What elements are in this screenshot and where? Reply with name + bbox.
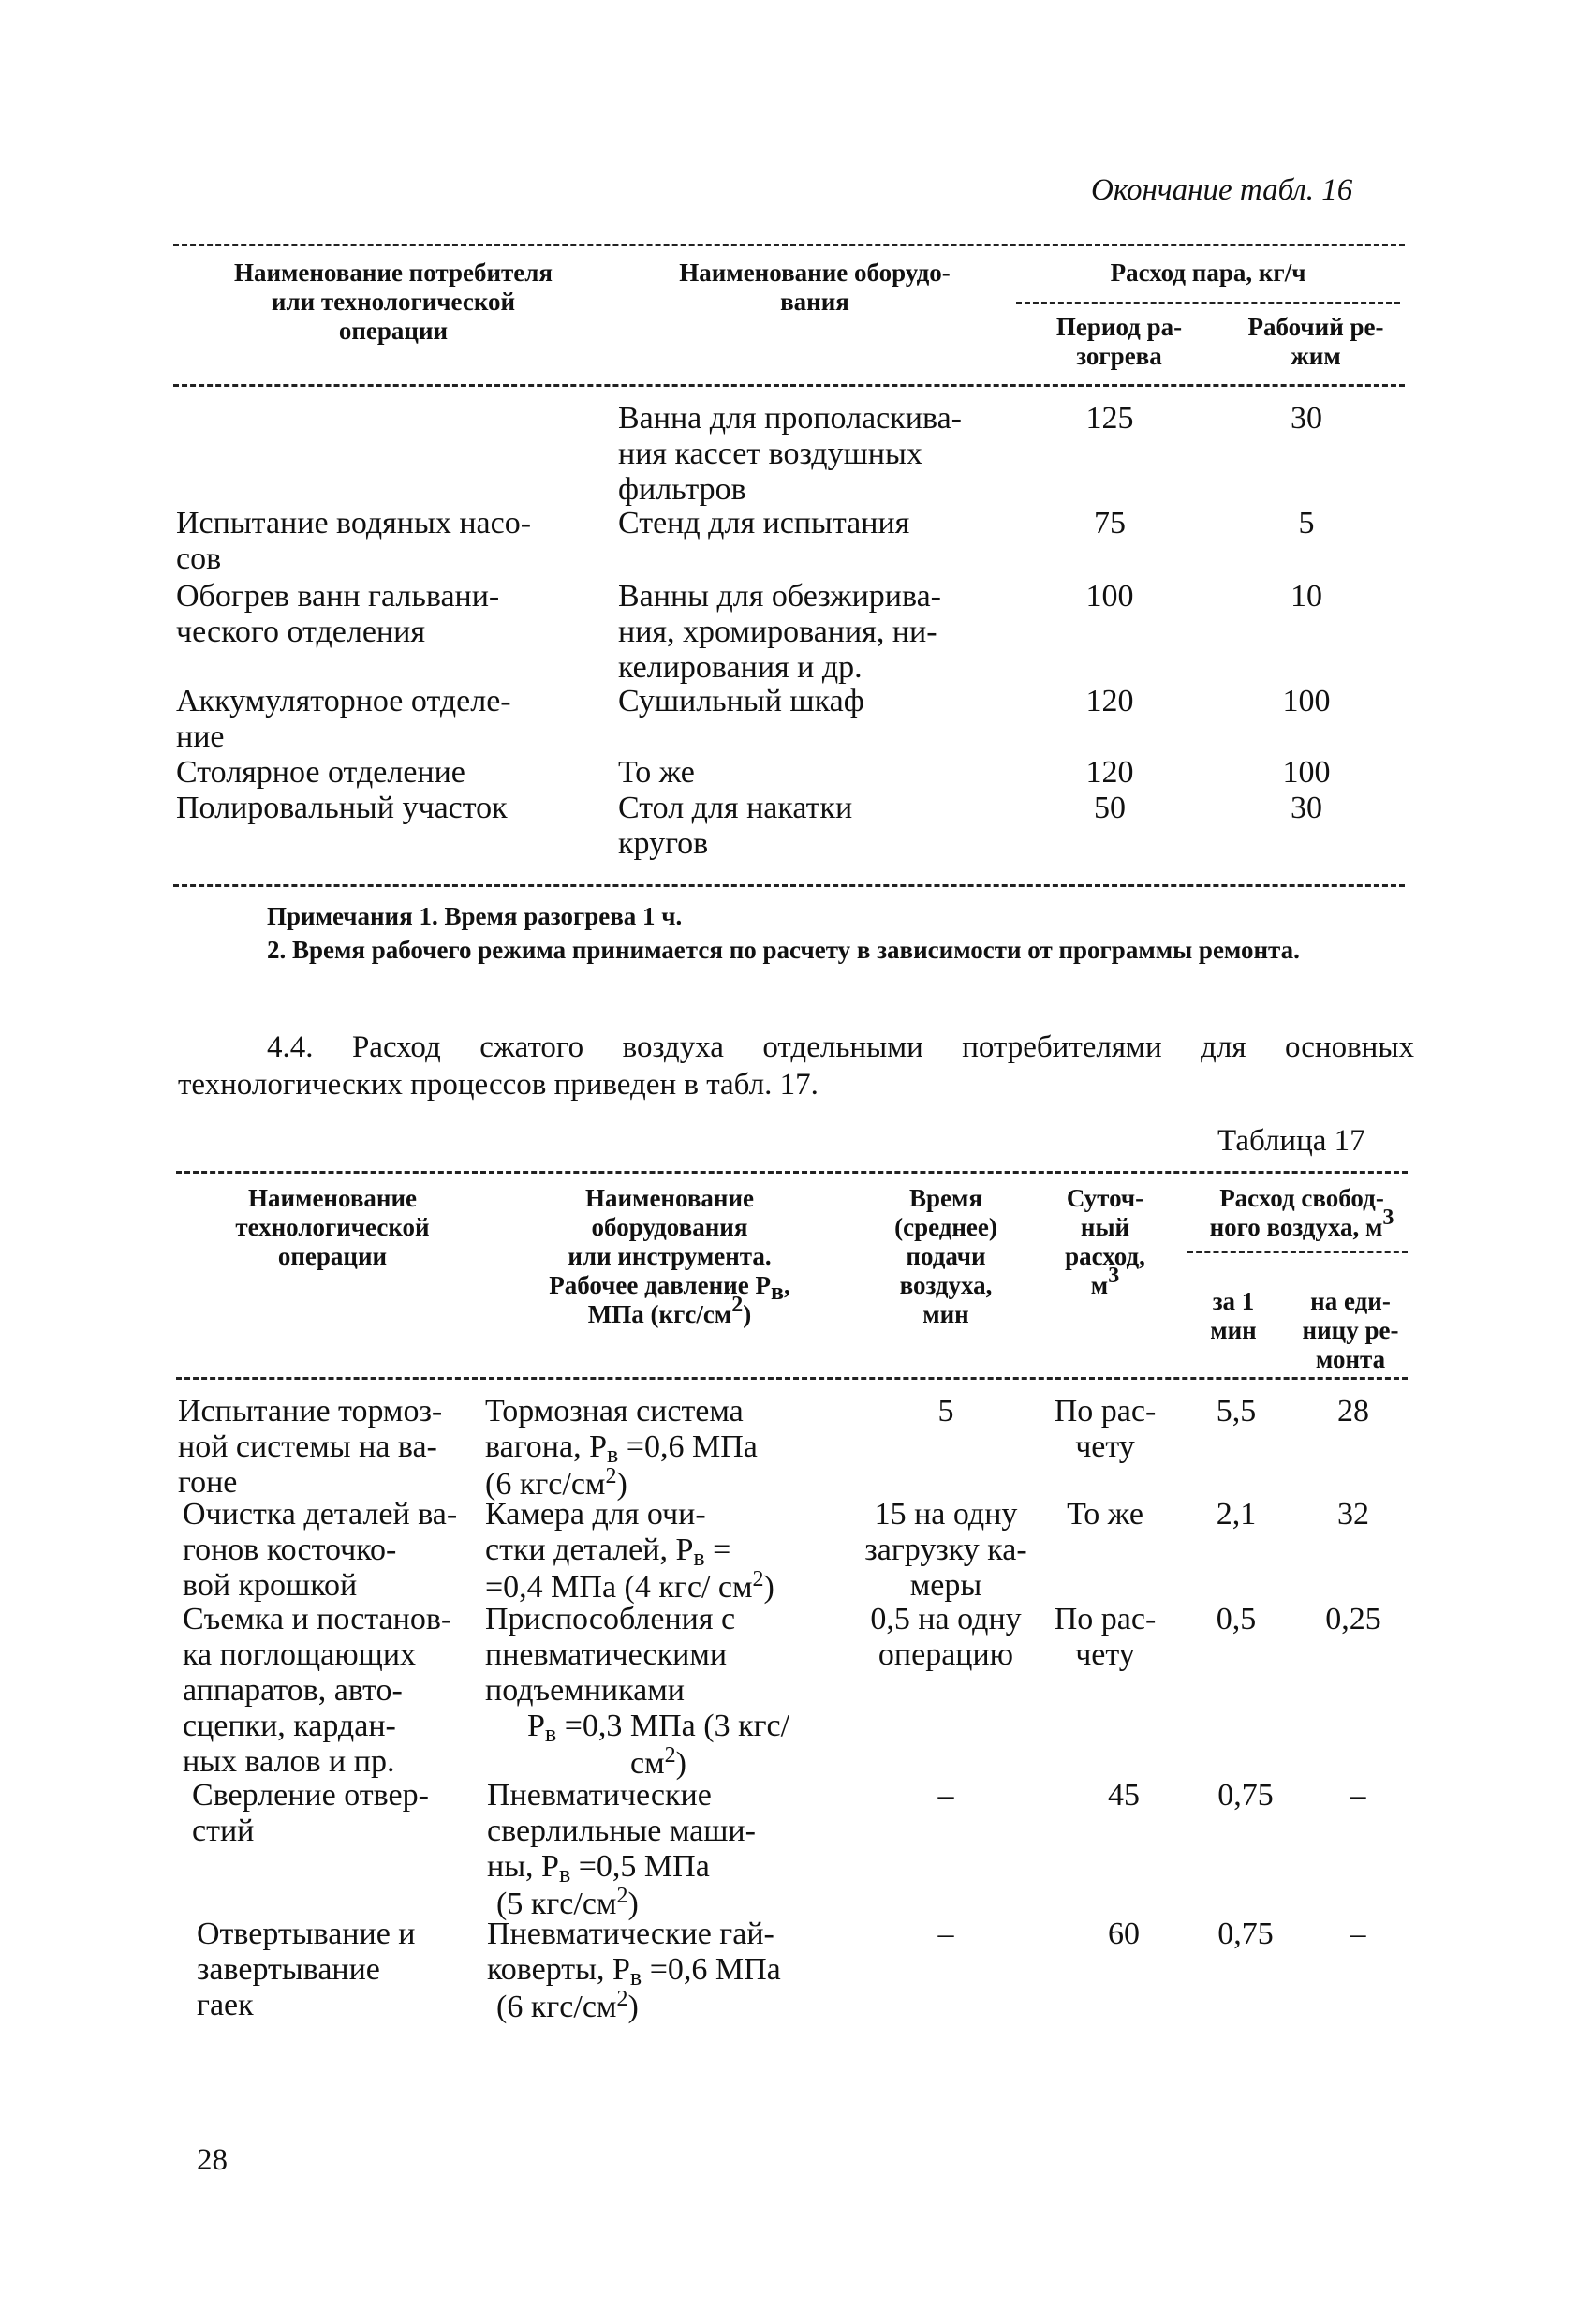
table17-row3-per-repair: 0,25 (1325, 1602, 1381, 1636)
table16-row2-working: 5 (1298, 506, 1315, 540)
table16-row4-heating: 120 (1085, 684, 1134, 718)
table16-header-consumer: Наименование потребителя или технологической операции (233, 259, 553, 345)
table16-row6-heating: 50 (1094, 791, 1126, 825)
table17-row2-daily: То же (1067, 1497, 1143, 1532)
table16-top-rule (173, 244, 1405, 246)
page-number: 28 (197, 2143, 228, 2177)
table17-header-per-repair: на еди- ницу ре- монта (1302, 1287, 1399, 1373)
table16-row5-equipment: То же (618, 755, 695, 790)
table17-row1-per-repair: 28 (1337, 1394, 1369, 1428)
table16-header-subrule (1016, 302, 1400, 304)
table17-row3-daily: По рас- чету (1054, 1602, 1157, 1672)
table17-row1-equipment: Тормозная система вагона, Рв =0,6 МПа (6 кгс/$см^2$) (485, 1394, 758, 1502)
table17-row2-operation: Очистка деталей ва- гонов косточко- вой крошкой (183, 1497, 458, 1603)
table16-header-equipment: Наименование оборудо- вания (679, 259, 951, 316)
table16-bottom-rule (173, 884, 1405, 887)
table17-row2-time: 15 на одну загрузку ка- меры (864, 1497, 1027, 1603)
table17-header-bottom-rule (176, 1377, 1408, 1380)
table16-row6-consumer: Полировальный участок (176, 791, 508, 825)
table16-row3-consumer: Обогрев ванн гальвани- ческого отделения (176, 579, 500, 649)
table17-header-free-air: Расход свобод- ного воздуха, м3 (1209, 1184, 1394, 1241)
paragraph-4-4: 4.4. Расход сжатого воздуха отдельными потребителями для основных технологических процессов приведен в табл. 17. (178, 1030, 1414, 1102)
table17-row5-operation: Отвертывание и завертывание гаек (197, 1917, 416, 2022)
table16-row5-consumer: Столярное отделение (176, 755, 465, 790)
table17-row4-time: – (937, 1778, 954, 1813)
table17-header-equipment: Наименование оборудования или инструмента. Рабочее давление Рв, МПа (кгс/см2) (549, 1184, 790, 1328)
table16-header-steam: Расход пара, кг/ч (1110, 259, 1306, 287)
table17-header-per-min: за 1 мин (1210, 1287, 1257, 1344)
table17-row5-daily: 60 (1108, 1917, 1140, 1951)
table16-note-1: Примечания 1. Время разогрева 1 ч. (267, 902, 683, 930)
table17-row3-equipment: Приспособления с пневматическими подъемниками Рв =0,3 МПа (3 кгс/ $см^2$) (485, 1602, 790, 1781)
table16-row5-working: 100 (1282, 755, 1331, 790)
table17-row1-time: 5 (937, 1394, 954, 1428)
table16-row6-working: 30 (1291, 791, 1322, 825)
table17-row5-time: – (937, 1917, 954, 1951)
table16-row5-heating: 120 (1085, 755, 1134, 790)
table16-row4-consumer: Аккумуляторное отделе- ние (176, 684, 511, 754)
table17-row5-per-min: 0,75 (1217, 1917, 1274, 1951)
table17-header-subrule (1187, 1251, 1408, 1253)
table17-row1-operation: Испытание тормоз- ной системы на ва- гоне (178, 1394, 443, 1500)
table17-row4-equipment: Пневматические сверлильные маши- ны, Рв =0,5 МПа (5 кгс/$см^2$) (487, 1778, 756, 1921)
table17-row4-daily: 45 (1108, 1778, 1140, 1813)
table17-row4-operation: Сверление отвер- стий (192, 1778, 429, 1848)
table16-row4-working: 100 (1282, 684, 1331, 718)
table16-row2-consumer: Испытание водяных насо- сов (176, 506, 532, 576)
table17-row1-daily: По рас- чету (1054, 1394, 1157, 1464)
table16-row1-working: 30 (1291, 401, 1322, 436)
table17-row1-per-min: 5,5 (1216, 1394, 1257, 1428)
table16-row4-equipment: Сушильный шкаф (618, 684, 864, 718)
table17-row4-per-repair: – (1350, 1778, 1366, 1813)
table16-row3-working: 10 (1291, 579, 1322, 614)
table16-row6-equipment: Стол для накатки кругов (618, 791, 853, 861)
table17-row2-per-min: 2,1 (1216, 1497, 1257, 1532)
table16-row2-equipment: Стенд для испытания (618, 506, 910, 540)
table16-note-2: 2. Время рабочего режима принимается по расчету в зависимости от программы ремонта. (267, 936, 1300, 964)
table16-header-heating: Период ра- зогрева (1055, 313, 1183, 370)
table17-row3-time: 0,5 на одну операцию (870, 1602, 1022, 1672)
table16-row3-equipment: Ванны для обезжирива- ния, хромирования, ни- келирования и др. (618, 579, 941, 685)
table16-header-bottom-rule (173, 384, 1405, 387)
table17-row3-operation: Съемка и постанов- ка поглощающих аппаратов, авто- сцепки, кардан- ных валов и пр. (183, 1602, 452, 1779)
table16-row1-equipment: Ванна для прополаскива- ния кассет воздушных фильтров (618, 401, 962, 507)
table17-row5-equipment: Пневматические гай- коверты, Рв =0,6 МПа (6 кгс/$см^2$) (487, 1917, 781, 2024)
table17-row2-per-repair: 32 (1337, 1497, 1369, 1532)
table17-header-time: Время (среднее) подачи воздуха, мин (894, 1184, 997, 1328)
table17-top-rule (176, 1171, 1408, 1174)
table16-row2-heating: 75 (1094, 506, 1126, 540)
table17-row2-equipment: Камера для очи- стки деталей, Рв = =0,4 МПа (4 кгс/ $см^2$) (485, 1497, 774, 1605)
table17-title: Таблица 17 (1217, 1124, 1365, 1158)
table17-header-daily: Суточ- ный расход, м3 (1065, 1184, 1145, 1299)
table17-row3-per-min: 0,5 (1216, 1602, 1257, 1636)
table-continuation-title: Окончание табл. 16 (1091, 173, 1353, 207)
table16-row3-heating: 100 (1085, 579, 1134, 614)
table16-header-working: Рабочий ре- жим (1247, 313, 1384, 370)
table16-row1-heating: 125 (1085, 401, 1134, 436)
table17-row5-per-repair: – (1350, 1917, 1366, 1951)
table17-header-operation: Наименование технологической операции (235, 1184, 430, 1270)
table17-row4-per-min: 0,75 (1217, 1778, 1274, 1813)
